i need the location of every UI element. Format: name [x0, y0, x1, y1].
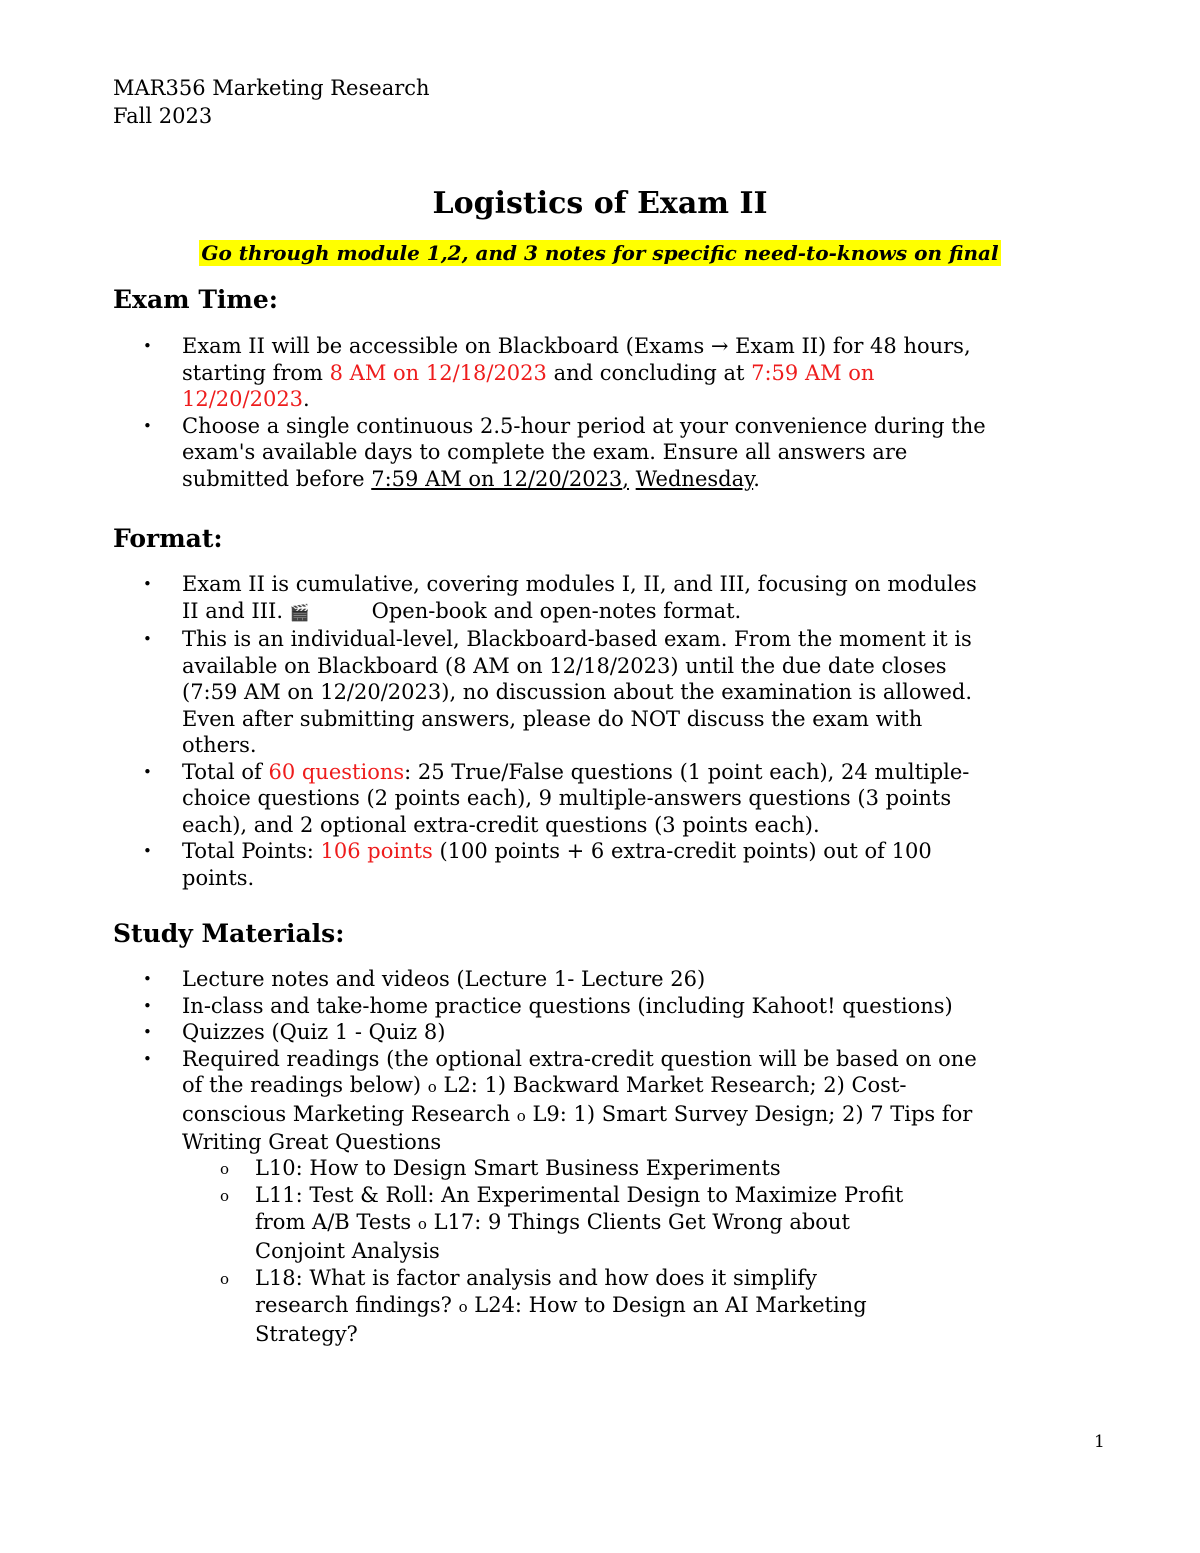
study-materials-list — [113, 966, 1113, 1156]
list-item — [113, 759, 1113, 839]
text: exam's available days to complete the exam. Ensure all answers are — [182, 440, 908, 464]
sub-bullet-marker: o — [516, 1106, 526, 1125]
readings-sublist — [220, 1155, 1040, 1348]
list-item — [113, 1046, 1113, 1156]
text: of the readings below) — [182, 1073, 428, 1097]
end-date-part2: 12/20/2023 — [182, 387, 304, 411]
total-points: 106 points — [320, 839, 433, 863]
text: available on Blackboard (8 AM on 12/18/2023) until the due date closes — [182, 653, 947, 678]
text: (7:59 AM on 12/20/2023), no discussion about the examination is allowed. — [182, 680, 973, 704]
list-item — [113, 1019, 1113, 1046]
list-item — [113, 626, 1113, 759]
text: from A/B Tests — [255, 1210, 418, 1234]
text: L2: 1) Backward Market Research; 2) Cost- — [436, 1073, 907, 1097]
text: Even after submitting answers, please do NOT discuss the exam with — [182, 706, 923, 731]
text: points. — [182, 865, 255, 890]
page-title: Logistics of Exam II — [432, 186, 768, 221]
text: . — [753, 466, 760, 491]
text: , — [622, 466, 629, 491]
text: II and III. — [182, 598, 283, 623]
sub-list-item — [220, 1155, 1040, 1182]
text: research findings? — [255, 1293, 459, 1317]
text: L9: 1) Smart Survey Design; 2) 7 Tips for — [525, 1101, 973, 1126]
list-item — [113, 993, 1113, 1020]
clapperboard-icon: 🎬 — [289, 602, 310, 622]
text: others. — [182, 733, 257, 757]
sub-bullet-marker: o — [417, 1215, 427, 1233]
text: L24: How to Design an AI Marketing — [467, 1293, 867, 1317]
text: each), and 2 optional extra-credit questions (3 points each). — [182, 812, 820, 837]
text: Total of — [182, 759, 269, 784]
text: Choose a single continuous 2.5-hour period at your convenience during the — [182, 413, 986, 438]
sub-bullet-marker: o — [427, 1078, 437, 1096]
format-list — [113, 571, 1113, 891]
study-materials-heading: Study Materials: — [113, 919, 345, 948]
sub-list-item — [220, 1265, 1040, 1348]
sub-bullet-marker: o — [458, 1298, 468, 1316]
exam-time-list — [113, 333, 1113, 492]
text: and concluding at — [546, 360, 752, 385]
text: . — [303, 387, 310, 411]
text: L17: 9 Things Clients Get Wrong about — [426, 1210, 850, 1234]
text: Conjoint Analysis — [255, 1239, 440, 1263]
text: Exam II is cumulative, covering modules I, II, and III, focusing on modules — [182, 572, 977, 596]
text: choice questions (2 points each), 9 multiple-answers questions (3 points — [182, 786, 952, 810]
text: (100 points + 6 extra-credit points) out of 100 — [432, 839, 932, 863]
text: L11: Test & Roll: An Experimental Design to Maximize Profit — [255, 1183, 904, 1207]
text: starting from — [182, 360, 330, 385]
text: Writing Great Questions — [182, 1130, 442, 1154]
text: conscious Marketing Research — [182, 1101, 517, 1126]
text: Strategy? — [255, 1322, 358, 1346]
format-heading: Format: — [113, 524, 223, 553]
text: This is an individual-level, Blackboard-based exam. From the moment it is — [182, 627, 972, 651]
sub-list-item — [220, 1182, 1040, 1265]
question-count: 60 questions — [268, 759, 405, 784]
list-item — [113, 571, 1113, 626]
text: Open-book and open-notes format. — [371, 598, 742, 623]
end-date-part1: 7:59 AM on — [751, 360, 875, 385]
text: Total Points: — [182, 839, 321, 863]
text: : 25 True/False questions (1 point each), 24 multiple- — [404, 759, 970, 784]
deadline-day: Wednesday — [635, 466, 754, 491]
start-date: 8 AM on 12/18/2023 — [329, 360, 547, 385]
text: Lecture notes and videos (Lecture 1- Lecture 26) — [182, 967, 706, 991]
highlight-note-wrapper — [0, 238, 1200, 268]
text: L18: What is factor analysis and how does it simplify — [255, 1266, 817, 1290]
list-item — [113, 333, 1113, 413]
page-number: 1 — [1094, 1432, 1105, 1452]
highlight-note: Go through module 1,2, and 3 notes for specific need-to-knows on final — [201, 241, 999, 265]
list-item — [113, 838, 1113, 891]
text: In-class and take-home practice questions (including Kahoot! questions) — [182, 993, 953, 1018]
text: Required readings (the optional extra-credit question will be based on one — [182, 1046, 977, 1071]
text: submitted before — [182, 466, 372, 491]
text: L10: How to Design Smart Business Experiments — [255, 1156, 781, 1180]
text: Exam II will be accessible on Blackboard (Exams → Exam II) for 48 hours, — [182, 334, 971, 358]
list-item — [113, 413, 1113, 493]
deadline-date: 7:59 AM on 12/20/2023 — [371, 466, 623, 491]
text: Quizzes (Quiz 1 - Quiz 8) — [182, 1020, 446, 1044]
exam-time-heading: Exam Time: — [113, 285, 279, 314]
course-header: MAR356 Marketing Research — [113, 76, 430, 100]
list-item — [113, 966, 1113, 993]
term-header: Fall 2023 — [113, 104, 213, 128]
